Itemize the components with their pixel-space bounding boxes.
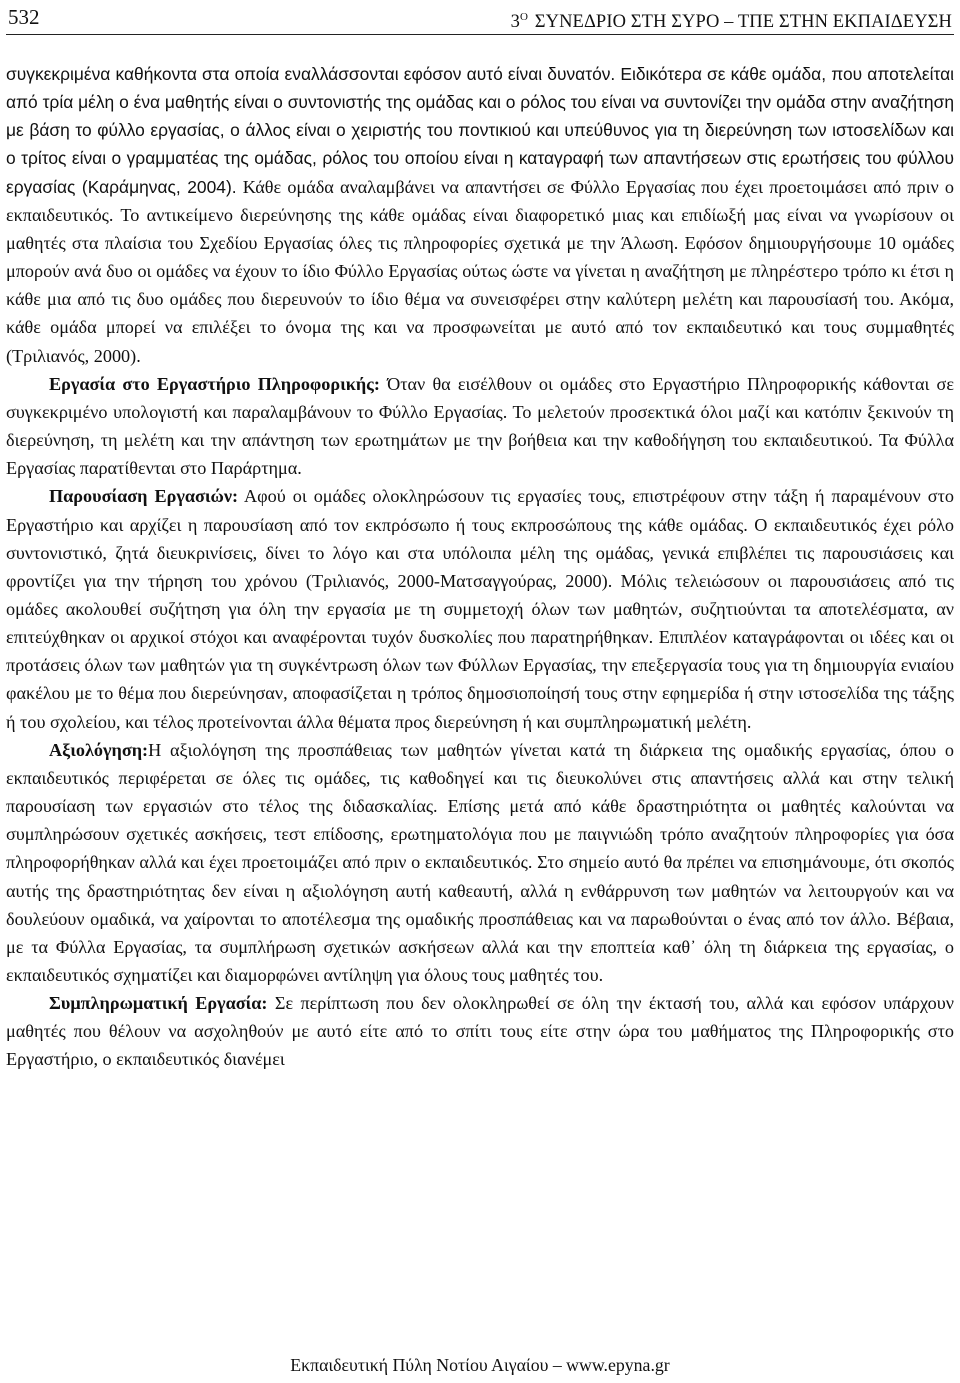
running-title-superscript: Ο: [519, 11, 529, 23]
paragraph-groups-serif-part: Κάθε ομάδα αναλαμβάνει να απαντήσει σε Φύλλο Εργασίας που έχει προετοιμάσει από πριν ο εκπαιδευτικός. Το αντικείμενο διερεύνησης της κάθε ομάδας είναι διαφορετικό μιας και επιδίωξή μας είναι να γνωρίσουν οι μαθητές στα πλαίσια του Σχεδίου Εργασίας όλες τις πληροφορίες σχετικά με την Άλωση. Εφόσον δημιουργήσουμε 10 ομάδες μπορούν ανά δυο οι ομάδες να έχουν το ίδιο Φύλλο Εργασίας ούτως ώστε να γίνεται η αναζήτηση με πληρέστερο τρόπο κι έτσι η κάθε μια από τις δυο ομάδες που διερευνούν το ίδιο θέμα να συνεισφέρει στην καλύτερη μελέτη και παρουσίασή του. Ακόμα, κάθε ομάδα μπορεί να επιλέξει το όνομα της και να προσφωνείται με αυτό από τον εκπαιδευτικό και τους συμμαθητές (Τριλιανός, 2000).: [6, 176, 955, 366]
section-heading-lab-work: Εργασία στο Εργαστήριο Πληροφορικής:: [49, 373, 380, 394]
running-title-text: ΣΥΝΕΔΡΙΟ ΣΤΗ ΣΥΡΟ – ΤΠΕ ΣΤΗΝ ΕΚΠΑΙΔΕΥΣΗ: [534, 12, 952, 32]
paragraph-presentation-text: Αφού οι ομάδες ολοκληρώσουν τις εργασίες τους, επιστρέφουν στην τάξη ή παραμένουν στο Εργαστήριο και αρχίζει η παρουσίαση από τον εκπρόσωπο ή τους εκπροσώπους της κάθε ομάδας. Ο εκπαιδευτικός έχει ρόλο συντονιστικό, ζητά διευκρινίσεις, δίνει το λόγο και στα υπόλοιπα μέλη της ομάδας, γενικά επιβλέπει τις παρουσιάσεις και φροντίζει για την τήρηση του χρόνου (Τριλιανός, 2000-Ματσαγγούρας, 2000). Μόλις τελειώσουν οι παρουσιάσεις από τις ομάδες ακολουθεί συζήτηση για όλη την εργασία με τη συμμετοχή όλων των μαθητών, συζητιούνται τα αποτελέσματα, αν επιτεύχθηκαν οι αρχικοί στόχοι και αναφέρονται τυχόν δυσκολίες που παρατηρήθηκαν. Επιπλέον καταγράφονται οι ιδέες και οι προτάσεις όλων των μαθητών για τη συγκέντρωση όλων των Φύλλων Εργασίας, την επεξεργασία τους για τη δημιουργία ενιαίου φακέλου με το θέμα που διερεύνησαν, αποφασίζεται η τρόπος δημοσιοποίησή τους στην εφημερίδα ή στην ιστοσελίδα της τάξης ή του σχολείου, και τέλος προτείνονται άλλα θέματα προς διερεύνηση ή και συμπληρωματική μελέτη.: [6, 486, 954, 732]
paragraph-lab-work-text: Όταν θα εισέλθουν οι ομάδες στο Εργαστήριο Πληροφορικής κάθονται σε συγκεκριμένο υπολογιστή και παραλαμβάνουν το Φύλλο Εργασίας. Το μελετούν προσεκτικά όλοι μαζί και κατόπιν ξεκινούν τη διερεύνηση, τη μελέτη και την απάντηση των ερωτημάτων με την βοήθεια και την καθοδήγηση του εκπαιδευτικού. Τα Φύλλα Εργασίας παρατίθενται στο Παράρτημα.: [6, 373, 954, 479]
paragraph-evaluation-text: Η αξιολόγηση της προσπάθειας των μαθητών γίνεται κατά τη διάρκεια της ομαδικής εργασίας, όπου ο εκπαιδευτικός περιφέρεται σε όλες τις ομάδες, τις καθοδηγεί και τις διευκολύνει στις απαντήσεις αλλά και στην τελική παρουσίαση των εργασιών στο τέλος της διδασκαλίας. Επίσης μετά από κάθε δραστηριότητα οι μαθητές καλούνται να συμπληρώσουν σχετικές ασκήσεις, τεστ επίδοσης, ερωτηματολόγια που με παιγνιώδη τρόπο αναζητούν πληροφορίες για όσα πληροφορήθηκαν αλλά και έχει προετοιμάζει από πριν ο εκπαιδευτικός. Στο σημείο αυτό θα πρέπει να επισημάνουμε, ότι σκοπός αυτής της δραστηριότητας δεν είναι η αξιολόγηση αυτή καθεαυτή, αλλά η ενθάρρυνση των μαθητών να λειτουργούν και να δουλεύουν ομαδικά, να χαίρονται το αποτέλεσμα της ομαδικής προσπάθειας και να παρωθούνται ο ένας από τον άλλο. Βέβαια, με τα Φύλλα Εργασίας, τα συμπλήρωση σχετικών ασκήσεων αλλά και την εποπτεία καθ᾽ όλη τη διάρκεια της εργασίας, ο εκπαιδευτικός σχηματίζει και διαμορφώνει αντίληψη για όλους τους μαθητές του.: [6, 739, 954, 985]
page-footer: Εκπαιδευτική Πύλη Νοτίου Αιγαίου – www.epyna.gr: [290, 1355, 670, 1375]
paragraph-groups: [6, 60, 954, 370]
paragraph-lab-work: [6, 370, 954, 483]
paragraph-supplementary: [6, 989, 954, 1073]
paragraph-evaluation: [6, 736, 954, 989]
paragraph-supplementary-text: Σε περίπτωση που δεν ολοκληρωθεί σε όλη την έκτασή του, αλλά και εφόσον υπάρχουν μαθητές που θέλουν να ασχοληθούν με αυτό είτε από το σπίτι τους είτε στην ώρα του μαθήματος της Πληροφορικής στο Εργαστήριο, ο εκπαιδευτικός διανέμει: [6, 993, 954, 1070]
section-heading-evaluation: Αξιολόγηση:: [49, 739, 149, 760]
running-title: [511, 2, 952, 37]
page-number: 532: [8, 5, 40, 29]
section-heading-presentation: Παρουσίαση Εργασιών:: [49, 486, 238, 507]
paragraph-groups-sans-part: συγκεκριμένα καθήκοντα στα οποία εναλλάσσονται εφόσον αυτό είναι δυνατόν. Ειδικότερα σε κάθε ομάδα, που αποτελείται από τρία μέλη ο ένα μαθητής είναι ο συντονιστής της ομάδας και ο ρόλος του είναι να συντονίζει την ομάδα στην αναζήτηση με βάση το φύλλο εργασίας, ο άλλος είναι ο χειριστής του ποντικιού και υπεύθυνος για τη διερεύνηση των ιστοσελίδων και ο τρίτος είναι ο γραμματέας της ομάδας, ρόλος του οποίου είναι η καταγραφή των απαντήσεων στις ερωτήσεις του φύλλου εργασίας (Καράμηνας, 2004).: [6, 64, 954, 197]
body-text: [6, 60, 954, 1074]
paragraph-presentation: [6, 482, 954, 735]
page-header: [6, 0, 954, 35]
running-title-number: 3: [510, 12, 520, 32]
section-heading-supplementary: Συμπληρωματική Εργασία:: [49, 993, 268, 1014]
